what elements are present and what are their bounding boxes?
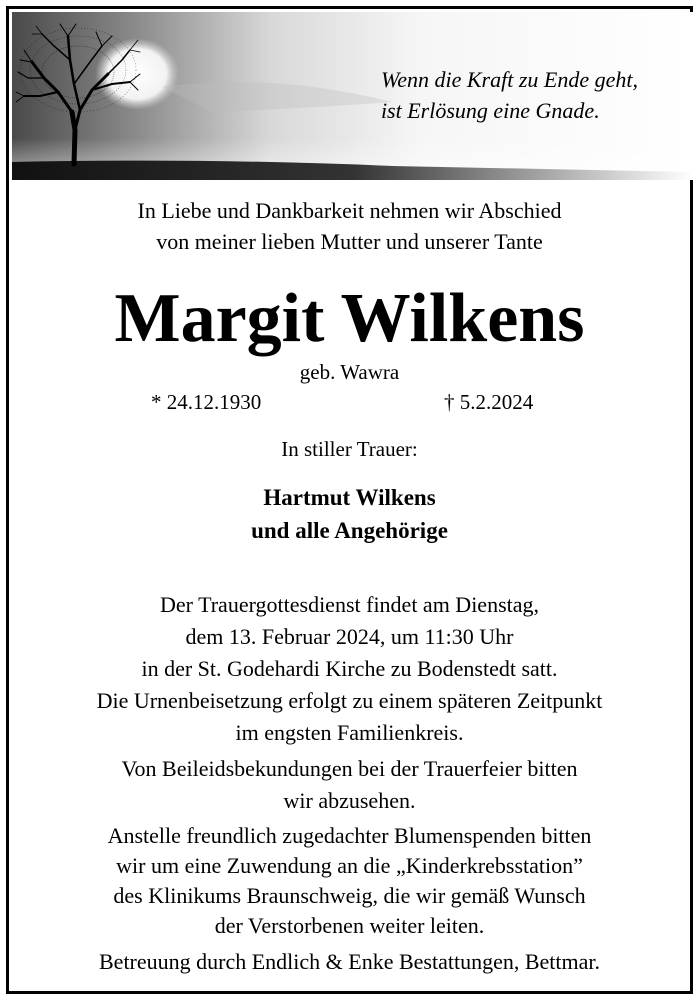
urn-info [9,685,690,749]
intro-text [9,195,690,257]
urn-line: im engsten Familienkreis. [235,720,464,745]
deceased-name: Margit Wilkens [114,280,585,357]
condolence-info [9,753,690,817]
urn-line: Die Urnenbeisetzung erfolgt zu einem späteren Zeitpunkt [96,688,603,713]
death-date: † 5.2.2024 [444,390,534,414]
birth-date: * 24.12.1930 [151,390,262,414]
obituary-frame [6,6,693,994]
donation-line: des Klinikums Braunschweig, die wir gemäß Wunsch [113,883,586,908]
undertaker-info: Betreuung durch Endlich & Enke Bestattungen, Bettmar. [99,949,600,974]
intro-line: von meiner lieben Mutter und unserer Tante [156,229,543,254]
service-line: in der St. Godehardi Kirche zu Bodenstedt satt. [141,656,558,681]
mourner-line: und alle Angehörige [251,518,448,543]
birth-name: geb. Wawra [299,360,400,384]
donation-line: Anstelle freundlich zugedachter Blumenspenden bitten [107,823,592,848]
service-line: dem 13. Februar 2024, um 11:30 Uhr [185,624,514,649]
donation-info [9,821,690,941]
donation-line: der Verstorbenen weiter leiten. [214,913,485,938]
quote-line: ist Erlösung eine Gnade. [380,98,600,123]
service-line: Der Trauergottesdienst findet am Dienstag, [159,592,540,617]
quote [381,64,638,126]
condolence-line: wir abzusehen. [283,788,416,813]
mourner-line: Hartmut Wilkens [263,485,436,510]
condolence-line: Von Beileidsbekundungen bei der Trauerfeier bitten [121,756,578,781]
quote-line: Wenn die Kraft zu Ende geht, [380,67,638,92]
mourning-label: In stiller Trauer: [281,437,418,461]
donation-line: wir um eine Zuwendung an die „Kinderkrebsstation” [116,853,583,878]
service-info [9,589,690,685]
mourners [9,481,690,547]
intro-line: In Liebe und Dankbarkeit nehmen wir Abschied [137,198,562,223]
